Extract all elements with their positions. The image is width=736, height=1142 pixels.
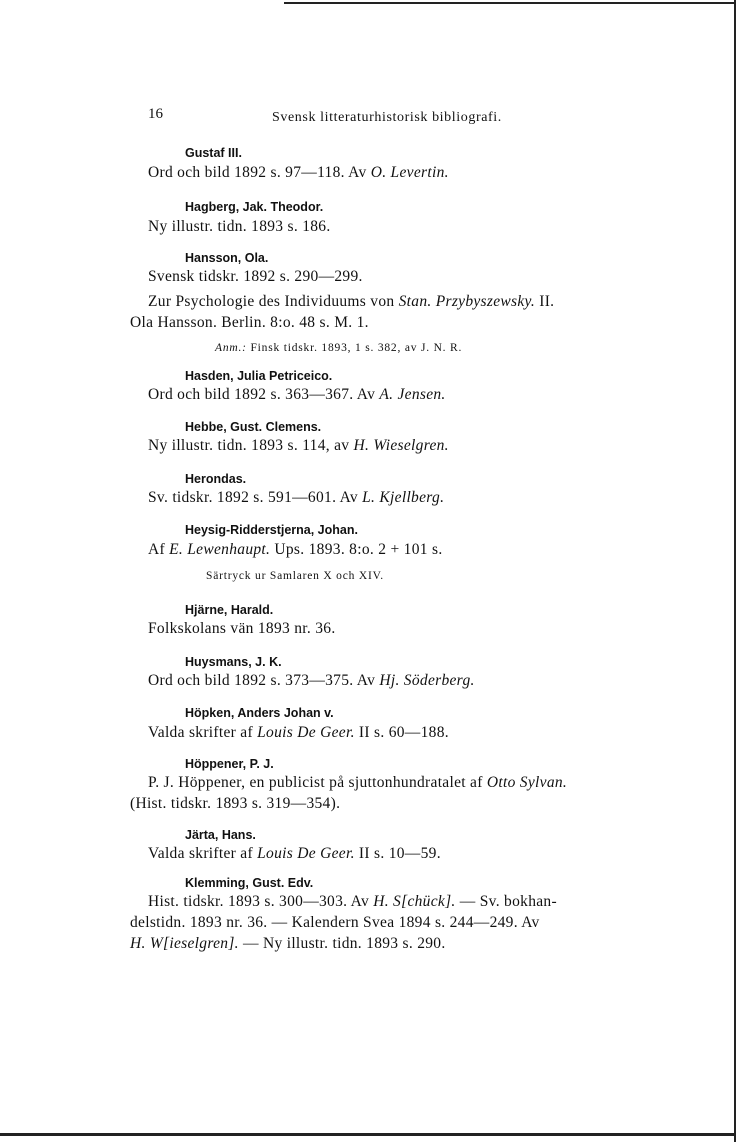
entry-line: Ola Hansson. Berlin. 8:o. 48 s. M. 1. xyxy=(130,314,369,331)
entry-note: Anm.: Finsk tidskr. 1893, 1 s. 382, av J. N. R. xyxy=(215,342,463,354)
entry-heading: Höpken, Anders Johan v. xyxy=(185,706,334,720)
entry-line: Zur Psychologie des Individuums von Stan. Przybyszewsky. II. xyxy=(148,293,555,310)
entry-line: (Hist. tidskr. 1893 s. 319—354). xyxy=(130,795,341,812)
entry-heading: Herondas. xyxy=(185,472,247,486)
entry-heading: Hasden, Julia Petriceico. xyxy=(185,369,333,383)
entry-heading: Höppener, P. J. xyxy=(185,757,274,771)
entry-heading: Hansson, Ola. xyxy=(185,251,269,265)
running-head: Svensk litteraturhistorisk bibliografi. xyxy=(272,110,502,125)
entry-line: P. J. Höppener, en publicist på sjuttonhundratalet af Otto Sylvan. xyxy=(148,774,568,791)
entry-heading: Hjärne, Harald. xyxy=(185,603,274,617)
entry-heading: Huysmans, J. K. xyxy=(185,655,282,669)
entry-line: Valda skrifter af Louis De Geer. II s. 10—59. xyxy=(148,845,441,862)
entry-line: Folkskolans vän 1893 nr. 36. xyxy=(148,620,336,637)
entry-heading: Heysig-Ridderstjerna, Johan. xyxy=(185,523,358,537)
entry-line: Ny illustr. tidn. 1893 s. 186. xyxy=(148,218,331,235)
entry-heading: Gustaf III. xyxy=(185,146,242,160)
entry-heading: Järta, Hans. xyxy=(185,828,256,842)
entry-line: Ord och bild 1892 s. 373—375. Av Hj. Söderberg. xyxy=(148,672,475,689)
entry-line: Ord och bild 1892 s. 97—118. Av O. Levertin. xyxy=(148,164,449,181)
entry-line: Ny illustr. tidn. 1893 s. 114, av H. Wieselgren. xyxy=(148,437,449,454)
entry-line: Valda skrifter af Louis De Geer. II s. 60—188. xyxy=(148,724,449,741)
entry-line: H. W[ieselgren]. — Ny illustr. tidn. 1893 s. 290. xyxy=(130,935,446,952)
page-number: 16 xyxy=(148,106,163,122)
entry-line: Af E. Lewenhaupt. Ups. 1893. 8:o. 2 + 101 s. xyxy=(148,541,443,558)
entry-note: Särtryck ur Samlaren X och XIV. xyxy=(206,570,384,582)
entry-heading: Klemming, Gust. Edv. xyxy=(185,876,314,890)
entry-line: Svensk tidskr. 1892 s. 290—299. xyxy=(148,268,363,285)
entry-line: Sv. tidskr. 1892 s. 591—601. Av L. Kjellberg. xyxy=(148,489,445,506)
entry-heading: Hagberg, Jak. Theodor. xyxy=(185,200,324,214)
bottom-border-line xyxy=(0,1133,736,1136)
entry-line: Hist. tidskr. 1893 s. 300—303. Av H. S[chück]. — Sv. bokhan- xyxy=(148,893,557,910)
entry-heading: Hebbe, Gust. Clemens. xyxy=(185,420,322,434)
entry-line: delstidn. 1893 nr. 36. — Kalendern Svea 1894 s. 244—249. Av xyxy=(130,914,540,931)
entry-line: Ord och bild 1892 s. 363—367. Av A. Jensen. xyxy=(148,386,446,403)
top-border-line xyxy=(284,2,736,4)
